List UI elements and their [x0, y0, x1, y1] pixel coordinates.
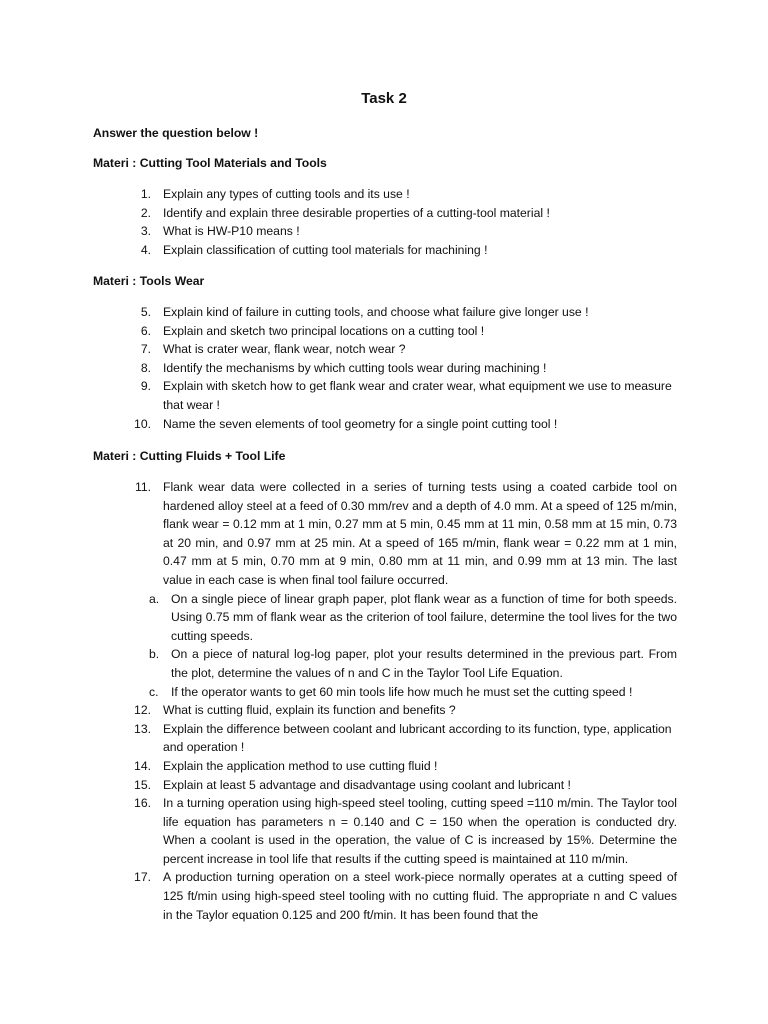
question-item — [0, 794, 768, 868]
question-item — [0, 868, 768, 924]
question-number: 9. — [140, 379, 151, 394]
question-text: Explain at least 5 advantage and disadvantage using coolant and lubricant ! — [163, 777, 571, 792]
question-number: 13. — [134, 721, 151, 736]
question-item — [0, 757, 768, 776]
question-text: Explain with sketch how to get flank wear and crater wear, what equipment we use to measure that wear ! — [163, 379, 672, 412]
question-item — [0, 322, 768, 341]
question-item — [0, 241, 768, 260]
intro-text: Answer the question below ! — [93, 126, 259, 140]
sub-question-item — [149, 590, 677, 646]
question-item — [0, 701, 768, 720]
question-text: Explain the application method to use cutting fluid ! — [163, 758, 438, 773]
question-number: 10. — [134, 416, 151, 431]
question-number: 7. — [140, 342, 151, 357]
question-text: Explain and sketch two principal locations on a cutting tool ! — [163, 323, 485, 338]
question-text: Explain kind of failure in cutting tools, and choose what failure give longer use ! — [163, 305, 589, 319]
question-text: What is cutting fluid, explain its function and benefits ? — [163, 703, 456, 718]
question-item — [0, 303, 768, 322]
question-text: Identify and explain three desirable properties of a cutting-tool material ! — [163, 205, 550, 220]
sub-question-item — [149, 645, 677, 682]
question-text: What is crater wear, flank wear, notch wear ? — [163, 342, 406, 357]
question-number: 12. — [134, 703, 151, 718]
sub-question-letter: b. — [149, 647, 160, 662]
question-number: 8. — [140, 360, 151, 375]
question-number: 5. — [140, 305, 151, 319]
question-text: Explain the difference between coolant and lubricant according to its function, type, application and operation ! — [163, 721, 672, 755]
question-number: 14. — [134, 758, 151, 773]
section-heading-tool-materials: Materi : Cutting Tool Materials and Tools — [93, 156, 327, 170]
question-number: 4. — [140, 242, 151, 257]
sub-question-letter: c. — [149, 684, 159, 699]
question-text: Explain classification of cutting tool materials for machining ! — [163, 242, 488, 257]
sub-question-letter: a. — [149, 591, 160, 606]
sub-question-text: On a piece of natural log-log paper, plot your results determined in the previous part. From the plot, determine the values of n and C in the Taylor Tool Life Equation. — [171, 647, 677, 680]
question-item — [0, 478, 768, 701]
section-heading-tools-wear: Materi : Tools Wear — [93, 274, 205, 288]
sub-question-item — [149, 683, 677, 702]
question-text: Name the seven elements of tool geometry for a single point cutting tool ! — [163, 416, 558, 431]
question-text: Identify the mechanisms by which cutting tools wear during machining ! — [163, 360, 547, 375]
sub-question-text: On a single piece of linear graph paper, plot flank wear as a function of time for both speeds. Using 0.75 mm of flank wear as the criterion of tool failure, determine the tool lives for the two cutting speeds. — [171, 591, 677, 643]
question-item — [0, 222, 768, 241]
sub-question-list — [149, 590, 677, 702]
question-item — [0, 204, 768, 223]
question-number: 15. — [134, 777, 151, 792]
question-item — [0, 377, 768, 414]
page-title: Task 2 — [361, 90, 407, 107]
question-item — [0, 720, 768, 757]
question-number: 16. — [134, 796, 151, 811]
question-text: Flank wear data were collected in a series of turning tests using a coated carbide tool on hardened alloy steel at a feed of 0.30 mm/rev and a depth of 4.0 mm. At a speed of 125 m/min, flank wear = 0.12 mm at 1 min, 0.27 mm at 5 min, 0.45 mm at 11 min, 0.58 mm at 15 min, 0.73 at 20 min, and 0.97 mm at 25 min. At a speed of 165 m/min, flank wear = 0.22 mm at 1 min, 0.47 mm at 5 min, 0.70 mm at 9 min, 0.80 mm at 11 min, and 0.99 mm at 13 min. The last value in each case is when final tool failure occurred. — [163, 480, 677, 587]
question-number: 2. — [140, 205, 151, 220]
question-item — [0, 185, 768, 204]
question-number: 6. — [140, 323, 151, 338]
sub-question-text: If the operator wants to get 60 min tools life how much he must set the cutting speed ! — [171, 684, 633, 699]
question-text: Explain any types of cutting tools and its use ! — [163, 187, 410, 201]
question-item — [0, 359, 768, 378]
question-text: A production turning operation on a steel work-piece normally operates at a cutting speed of 125 ft/min using high-speed steel tooling with no cutting fluid. The appropriate n and C values in the Taylor equation 0.125 and 200 ft/min. It has been found that the — [163, 870, 677, 922]
section-heading-cutting-fluids: Materi : Cutting Fluids + Tool Life — [93, 449, 286, 463]
question-item — [0, 776, 768, 795]
question-number: 1. — [140, 187, 151, 201]
question-list-cutting-fluids — [0, 478, 768, 924]
question-item — [0, 340, 768, 359]
question-text: In a turning operation using high-speed steel tooling, cutting speed =110 m/min. The Taylor tool life equation has parameters n = 0.140 and C = 150 when the operation is conducted dry. When a coolant is used in the operation, the value of C is increased by 15%. Determine the percent increase in tool life that results if the cutting speed is maintained at 110 m/min. — [163, 796, 677, 866]
question-number: 11. — [134, 480, 151, 494]
question-list-tools-wear — [0, 303, 768, 433]
question-number: 17. — [134, 870, 151, 885]
question-list-tool-materials — [0, 185, 768, 259]
question-text: What is HW-P10 means ! — [163, 224, 300, 239]
question-number: 3. — [140, 224, 151, 239]
question-item — [0, 415, 768, 434]
